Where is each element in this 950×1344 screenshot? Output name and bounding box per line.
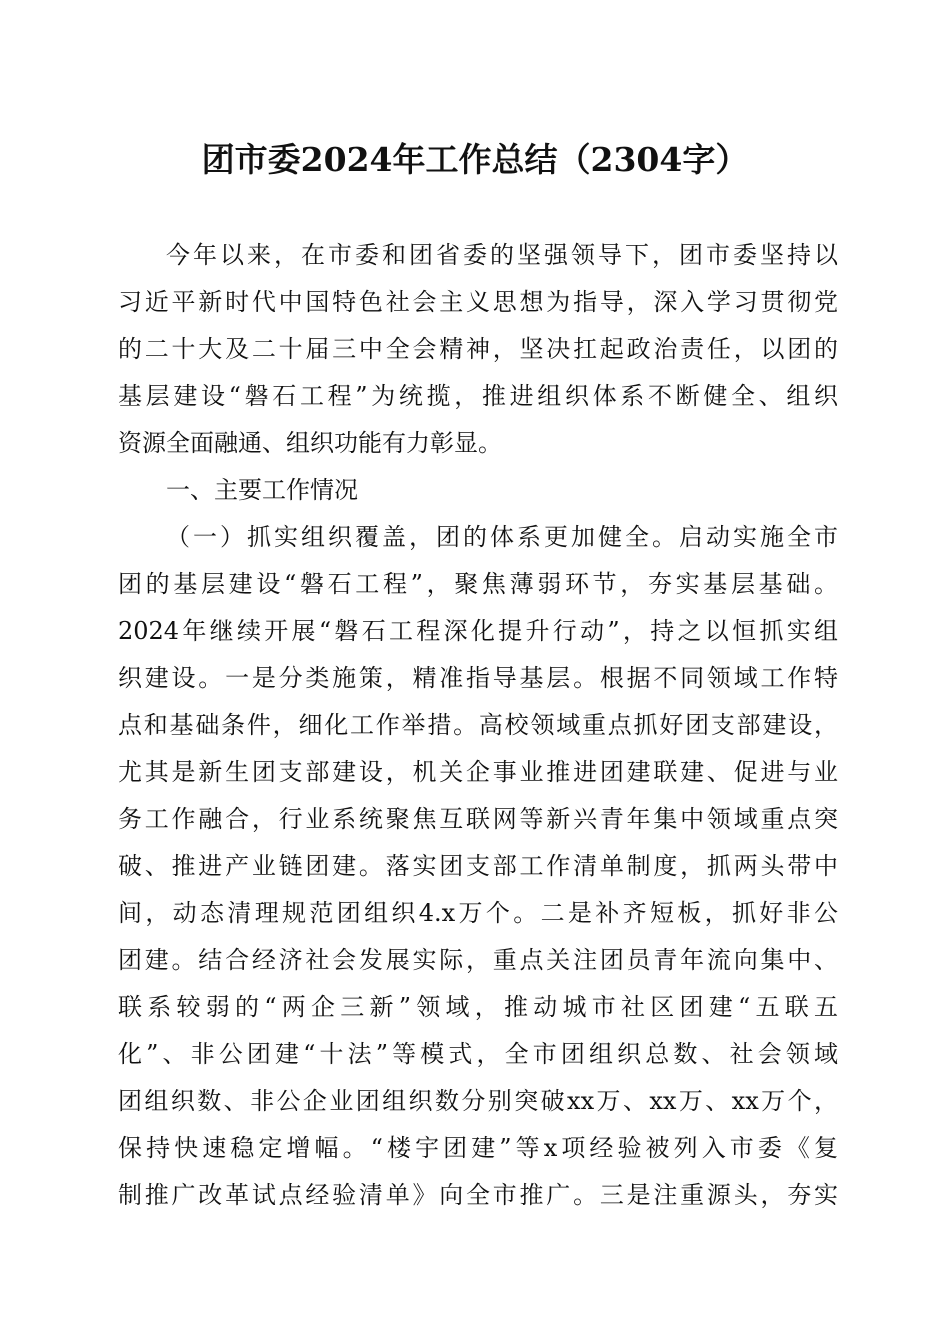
- paragraph-line: 务工作融合，行业系统聚焦互联网等新兴青年集中领域重点突: [118, 805, 838, 833]
- paragraph-line: 2024年继续开展“磐石工程深化提升行动”，持之以恒抓实组: [118, 617, 838, 645]
- paragraph-line: 团组织数、非公企业团组织数分别突破xx万、xx万、xx万个，: [118, 1087, 838, 1115]
- paragraph-line: 的二十大及二十届三中全会精神，坚决扛起政治责任，以团的: [118, 335, 838, 363]
- paragraph-line: 织建设。一是分类施策，精准指导基层。根据不同领域工作特: [118, 664, 838, 692]
- paragraph-line: 团的基层建设“磐石工程”，聚焦薄弱环节，夯实基层基础。: [118, 570, 838, 598]
- paragraph-line: 基层建设“磐石工程”为统揽，推进组织体系不断健全、组织: [118, 382, 838, 410]
- paragraph-line: 今年以来，在市委和团省委的坚强领导下，团市委坚持以: [166, 241, 838, 269]
- paragraph-line: 联系较弱的“两企三新”领域，推动城市社区团建“五联五: [118, 993, 838, 1021]
- paragraph-line: 团建。结合经济社会发展实际，重点关注团员青年流向集中、: [118, 946, 838, 974]
- paragraph-line: 破、推进产业链团建。落实团支部工作清单制度，抓两头带中: [118, 852, 838, 880]
- paragraph-line: （一）抓实组织覆盖，团的体系更加健全。启动实施全市: [166, 523, 838, 551]
- paragraph-line: 点和基础条件，细化工作举措。高校领域重点抓好团支部建设，: [118, 711, 838, 739]
- document-body: [118, 232, 838, 1219]
- document-title: 团市委2024年工作总结（2304字）: [201, 140, 749, 179]
- section-heading: 一、主要工作情况: [166, 476, 358, 504]
- paragraph-line: 保持快速稳定增幅。“楼宇团建”等x项经验被列入市委《复: [118, 1134, 838, 1162]
- paragraph-line: 间，动态清理规范团组织4.x万个。二是补齐短板，抓好非公: [118, 899, 838, 927]
- paragraph-line: 尤其是新生团支部建设，机关企事业推进团建联建、促进与业: [118, 758, 838, 786]
- paragraph-line: 习近平新时代中国特色社会主义思想为指导，深入学习贯彻党: [118, 288, 838, 316]
- paragraph-line: 资源全面融通、组织功能有力彰显。: [118, 429, 502, 457]
- paragraph-line: 制推广改革试点经验清单》向全市推广。三是注重源头，夯实: [118, 1181, 838, 1209]
- paragraph-line: 化”、非公团建“十法”等模式，全市团组织总数、社会领域: [118, 1040, 838, 1068]
